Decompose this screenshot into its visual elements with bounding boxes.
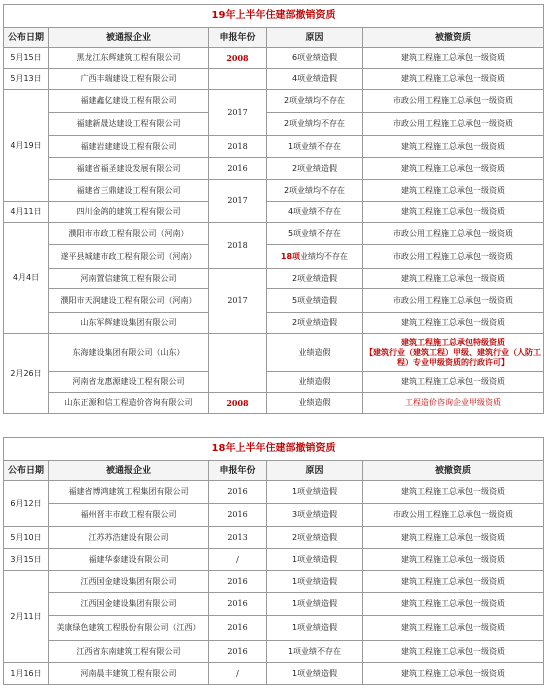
cell-reason: 6项业绩造假 [267, 48, 363, 69]
cell-year: 2017 [209, 269, 267, 334]
cell-year [209, 69, 267, 90]
cell-company: 福建岩建建设工程有限公司 [49, 136, 209, 158]
table-header-row [4, 28, 544, 48]
cell-year: 2008 [209, 48, 267, 69]
reason-count: 18项 [280, 251, 301, 261]
cell-year: 2018 [209, 136, 267, 158]
header-qualification: 被撤资质 [363, 28, 544, 48]
cell-reason: 1项业绩不存在 [267, 136, 363, 158]
cell-date: 5月13日 [4, 69, 49, 90]
cell-reason: 2项业绩均不存在 [267, 180, 363, 202]
cell-date: 4月11日 [4, 202, 49, 223]
cell-reason: 2项业绩均不存在 [267, 90, 363, 113]
qualification-line-2: 【建筑行业（建筑工程）甲级、建筑行业（人防工程）专业甲级资质的行政许可】 [365, 347, 541, 367]
cell-company: 黑龙江东辉建筑工程有限公司 [49, 48, 209, 69]
header-company: 被通报企业 [49, 461, 209, 481]
table-row [4, 663, 544, 685]
cell-company: 广西丰瑞建设工程有限公司 [49, 69, 209, 90]
cell-company: 四川金鸽的建筑工程有限公司 [49, 202, 209, 223]
cell-date: 2月11日 [4, 571, 49, 663]
cell-reason: 2项业绩造假 [267, 527, 363, 549]
cell-company: 江西国金建设集团有限公司 [49, 571, 209, 593]
header-date: 公布日期 [4, 28, 49, 48]
cell-company: 遂平县城建市政工程有限公司（河南） [49, 245, 209, 269]
cell-year [209, 334, 267, 393]
cell-reason: 2项业绩均不存在 [267, 113, 363, 136]
table-row [4, 202, 544, 223]
cell-reason [267, 245, 363, 269]
cell-company: 福建省三鼎建设工程有限公司 [49, 180, 209, 202]
table-row [4, 393, 544, 414]
cell-date: 3月15日 [4, 549, 49, 571]
cell-company: 福建鑫亿建设工程有限公司 [49, 90, 209, 113]
table-row [4, 334, 544, 372]
cell-reason: 3项业绩造假 [267, 504, 363, 527]
cell-year: 2016 [209, 504, 267, 527]
cell-year: 2016 [209, 641, 267, 663]
table-row [4, 593, 544, 616]
table-row [4, 269, 544, 289]
cell-date: 2月26日 [4, 334, 49, 414]
cell-reason: 2项业绩造假 [267, 158, 363, 180]
table-title: 18年上半年住建部撤销资质 [4, 438, 544, 461]
cell-qualification: 市政公用工程施工总承包一级资质 [363, 113, 544, 136]
cell-year: 2013 [209, 527, 267, 549]
header-reason: 原因 [267, 461, 363, 481]
cell-date: 1月16日 [4, 663, 49, 685]
cell-qualification: 建筑工程施工总承包一级资质 [363, 481, 544, 504]
cell-qualification: 建筑工程施工总承包一级资质 [363, 180, 544, 202]
cell-reason: 1项业绩造假 [267, 481, 363, 504]
cell-qualification: 建筑工程施工总承包一级资质 [363, 641, 544, 663]
cell-reason: 4项业绩造假 [267, 69, 363, 90]
cell-company: 河南省龙惠源建设工程有限公司 [49, 372, 209, 393]
cell-company: 福建新晟达建设工程有限公司 [49, 113, 209, 136]
cell-reason: 5项业绩造假 [267, 289, 363, 313]
header-reason: 原因 [267, 28, 363, 48]
table-row [4, 223, 544, 245]
table-row [4, 527, 544, 549]
cell-date: 5月15日 [4, 48, 49, 69]
cell-year: 2017 [209, 90, 267, 136]
cell-year: 2018 [209, 223, 267, 269]
cell-reason: 1项业绩造假 [267, 663, 363, 685]
cell-reason: 2项业绩造假 [267, 269, 363, 289]
cell-year: 2016 [209, 593, 267, 616]
table-row [4, 180, 544, 202]
cell-company: 濮阳市天润建设工程有限公司（河南） [49, 289, 209, 313]
cell-company: 濮阳市市政工程有限公司（河南） [49, 223, 209, 245]
cell-company: 山东正源和信工程造价咨询有限公司 [49, 393, 209, 414]
cell-qualification: 市政公用工程施工总承包一级资质 [363, 245, 544, 269]
cell-qualification: 建筑工程施工总承包一级资质 [363, 372, 544, 393]
cell-company: 东海建设集团有限公司（山东） [49, 334, 209, 372]
table-row [4, 69, 544, 90]
cell-qualification: 建筑工程施工总承包一级资质 [363, 527, 544, 549]
table-2019-revoked-qualifications [3, 4, 544, 414]
cell-qualification: 市政公用工程施工总承包一级资质 [363, 289, 544, 313]
cell-qualification: 市政公用工程施工总承包一级资质 [363, 223, 544, 245]
cell-qualification [363, 334, 544, 372]
cell-reason: 4项业绩不存在 [267, 202, 363, 223]
cell-reason: 5项业绩不存在 [267, 223, 363, 245]
cell-qualification: 建筑工程施工总承包一级资质 [363, 202, 544, 223]
cell-year: / [209, 663, 267, 685]
cell-year: 2017 [209, 180, 267, 223]
cell-qualification: 市政公用工程施工总承包一级资质 [363, 504, 544, 527]
cell-company: 美康绿色建筑工程股份有限公司（江西） [49, 616, 209, 641]
table-row [4, 136, 544, 158]
cell-year: 2016 [209, 571, 267, 593]
header-qualification: 被撤资质 [363, 461, 544, 481]
header-year: 申报年份 [209, 461, 267, 481]
cell-company: 河南晨丰建筑工程有限公司 [49, 663, 209, 685]
table-header-row [4, 461, 544, 481]
table-row [4, 616, 544, 641]
table-2018-revoked-qualifications [3, 437, 544, 685]
cell-qualification: 建筑工程施工总承包一级资质 [363, 571, 544, 593]
cell-qualification: 市政公用工程施工总承包一级资质 [363, 90, 544, 113]
table-row [4, 571, 544, 593]
cell-reason: 业绩造假 [267, 372, 363, 393]
cell-qualification: 建筑工程施工总承包一级资质 [363, 48, 544, 69]
cell-year: 2016 [209, 616, 267, 641]
cell-qualification: 建筑工程施工总承包一级资质 [363, 269, 544, 289]
cell-year: 2016 [209, 481, 267, 504]
cell-date: 4月19日 [4, 90, 49, 202]
cell-company: 山东军辉建设集团有限公司 [49, 313, 209, 334]
table-row [4, 372, 544, 393]
cell-company: 河南置信建筑工程有限公司 [49, 269, 209, 289]
cell-reason: 业绩造假 [267, 393, 363, 414]
cell-qualification: 建筑工程施工总承包一级资质 [363, 593, 544, 616]
cell-qualification: 建筑工程施工总承包一级资质 [363, 69, 544, 90]
table-row [4, 289, 544, 313]
cell-date: 5月10日 [4, 527, 49, 549]
cell-reason: 1项业绩造假 [267, 571, 363, 593]
header-date: 公布日期 [4, 461, 49, 481]
cell-reason: 业绩造假 [267, 334, 363, 372]
table-row [4, 481, 544, 504]
table-row [4, 90, 544, 113]
table-row [4, 313, 544, 334]
table-title: 19年上半年住建部撤销资质 [4, 5, 544, 28]
cell-year: 2016 [209, 158, 267, 180]
cell-reason: 1项业绩造假 [267, 593, 363, 616]
table-row [4, 113, 544, 136]
cell-company: 江西国金建设集团有限公司 [49, 593, 209, 616]
cell-year: / [209, 549, 267, 571]
qualification-line-1: 建筑工程施工总承包特级资质 [401, 337, 505, 347]
cell-reason: 1项业绩不存在 [267, 641, 363, 663]
cell-qualification: 建筑工程施工总承包一级资质 [363, 158, 544, 180]
cell-reason: 1项业绩造假 [267, 549, 363, 571]
table-row [4, 549, 544, 571]
cell-qualification: 建筑工程施工总承包一级资质 [363, 663, 544, 685]
table-row [4, 641, 544, 663]
cell-qualification: 建筑工程施工总承包一级资质 [363, 616, 544, 641]
cell-year: 2008 [209, 393, 267, 414]
cell-reason: 2项业绩造假 [267, 313, 363, 334]
table-row [4, 158, 544, 180]
cell-qualification: 工程造价咨询企业甲级资质 [363, 393, 544, 414]
cell-qualification: 建筑工程施工总承包一级资质 [363, 549, 544, 571]
cell-date: 6月12日 [4, 481, 49, 527]
table-row [4, 504, 544, 527]
header-year: 申报年份 [209, 28, 267, 48]
cell-company: 福建省博鸿建筑工程集团有限公司 [49, 481, 209, 504]
table-row [4, 245, 544, 269]
cell-qualification: 建筑工程施工总承包一级资质 [363, 313, 544, 334]
header-company: 被通报企业 [49, 28, 209, 48]
cell-company: 江西省东南建筑工程有限公司 [49, 641, 209, 663]
cell-qualification: 建筑工程施工总承包一级资质 [363, 136, 544, 158]
table-row [4, 48, 544, 69]
cell-reason: 1项业绩造假 [267, 616, 363, 641]
cell-company: 江苏苏浩建设有限公司 [49, 527, 209, 549]
cell-date: 4月4日 [4, 223, 49, 334]
cell-company: 福建华泰建设有限公司 [49, 549, 209, 571]
cell-company: 福州晋丰市政工程有限公司 [49, 504, 209, 527]
cell-company: 福建省福圣建设发展有限公司 [49, 158, 209, 180]
reason-text: 业绩均不存在 [300, 251, 349, 261]
